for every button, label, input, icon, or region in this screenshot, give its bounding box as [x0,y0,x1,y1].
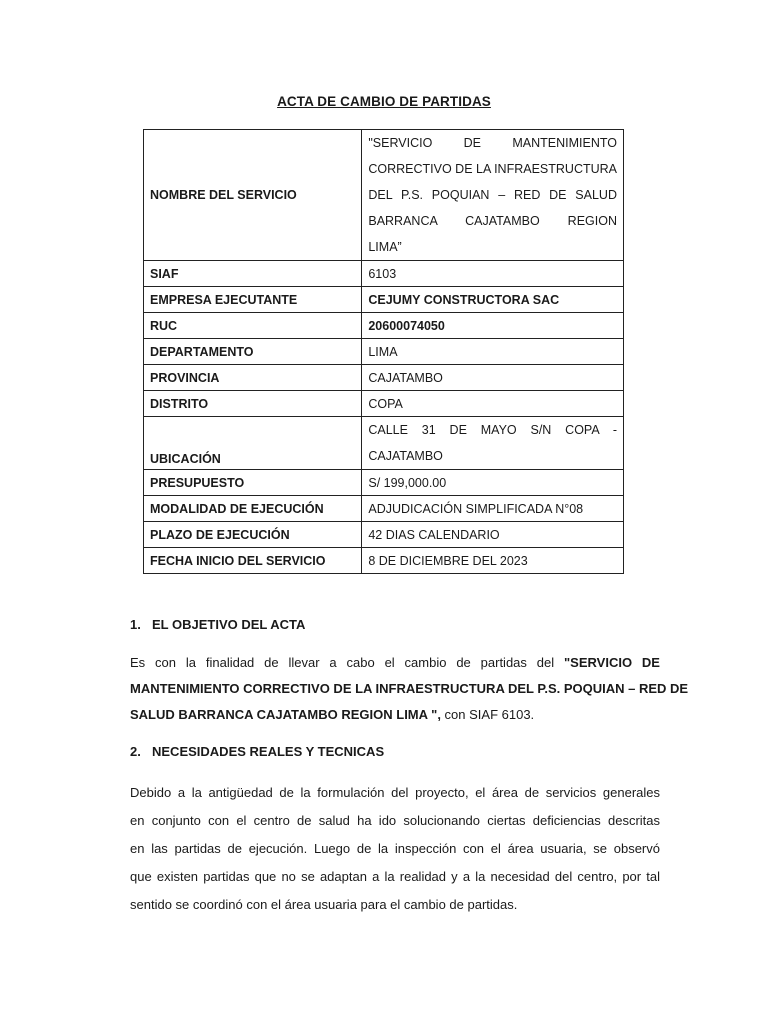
paragraph-line: que existen partidas que no se adaptan a la realidad y a la necesidad del centro, por tal [130,869,660,884]
row-label: MODALIDAD DE EJECUCIÓN [144,496,362,522]
service-info-table [143,129,624,574]
section-number: 2. [130,744,141,759]
row-value: 20600074050 [362,313,624,339]
table-row [144,496,624,522]
paragraph-line: en conjunto con el centro de salud ha ido solucionando ciertas deficiencias descritas [130,813,660,828]
value-line: LIMA” [368,240,402,254]
row-value: ADJUDICACIÓN SIMPLIFICADA N°08 [362,496,624,522]
row-label: DEPARTAMENTO [144,339,362,365]
table-row [144,287,624,313]
row-value [362,417,624,470]
value-line: BARRANCA CAJATAMBO REGION [368,214,617,228]
value-line: "SERVICIO DE MANTENIMIENTO [368,136,617,150]
row-label: RUC [144,313,362,339]
value-line: CORRECTIVO DE LA INFRAESTRUCTURA [368,162,617,176]
paragraph-bold-text: "SERVICIO DE [564,655,660,670]
table-row [144,313,624,339]
row-value: 42 DIAS CALENDARIO [362,522,624,548]
section-title: EL OBJETIVO DEL ACTA [152,617,306,632]
row-label: SIAF [144,261,362,287]
row-label: NOMBRE DEL SERVICIO [144,130,362,261]
table-row [144,261,624,287]
table-row [144,130,624,261]
row-value [362,130,624,261]
section-heading-needs [130,744,384,759]
paragraph-line [130,650,660,676]
row-value: LIMA [362,339,624,365]
row-label: PLAZO DE EJECUCIÓN [144,522,362,548]
paragraph-line: Debido a la antigüedad de la formulación del proyecto, el área de servicios generales [130,785,660,800]
table-row [144,470,624,496]
row-label: FECHA INICIO DEL SERVICIO [144,548,362,574]
row-label: PRESUPUESTO [144,470,362,496]
row-value: COPA [362,391,624,417]
value-line: DEL P.S. POQUIAN – RED DE SALUD [368,188,617,202]
row-value: S/ 199,000.00 [362,470,624,496]
value-line: CALLE 31 DE MAYO S/N COPA - [368,423,617,437]
value-line: CAJATAMBO [368,449,443,463]
row-value: 8 DE DICIEMBRE DEL 2023 [362,548,624,574]
table-row [144,522,624,548]
paragraph-line [130,702,660,728]
table-row [144,417,624,470]
section-heading-objective [130,617,305,632]
paragraph-line: en las partidas de ejecución. Luego de la inspección con el área usuaria, se observó [130,841,660,856]
paragraph-text: con SIAF 6103. [440,707,535,722]
paragraph-bold-text: MANTENIMIENTO CORRECTIVO DE LA INFRAESTRUCTURA DEL P.S. POQUIAN – RED DE [130,681,689,696]
table-row [144,339,624,365]
paragraph-bold-text: SALUD BARRANCA CAJATAMBO REGION LIMA ", [130,707,441,722]
table-row [144,391,624,417]
row-value: CEJUMY CONSTRUCTORA SAC [362,287,624,313]
section-title: NECESIDADES REALES Y TECNICAS [152,744,385,759]
paragraph-text: Es con la finalidad de llevar a cabo el cambio de partidas del [130,655,564,670]
paragraph-line [130,676,689,702]
needs-paragraph [130,779,660,919]
row-label: PROVINCIA [144,365,362,391]
row-label: EMPRESA EJECUTANTE [144,287,362,313]
document-title: ACTA DE CAMBIO DE PARTIDAS [277,94,491,109]
table-row [144,365,624,391]
table-row [144,548,624,574]
row-label: UBICACIÓN [144,417,362,470]
row-label: DISTRITO [144,391,362,417]
row-value: CAJATAMBO [362,365,624,391]
row-value: 6103 [362,261,624,287]
paragraph-line: sentido se coordinó con el área usuaria para el cambio de partidas. [130,897,518,912]
section-number: 1. [130,617,141,632]
objective-paragraph [130,650,689,728]
